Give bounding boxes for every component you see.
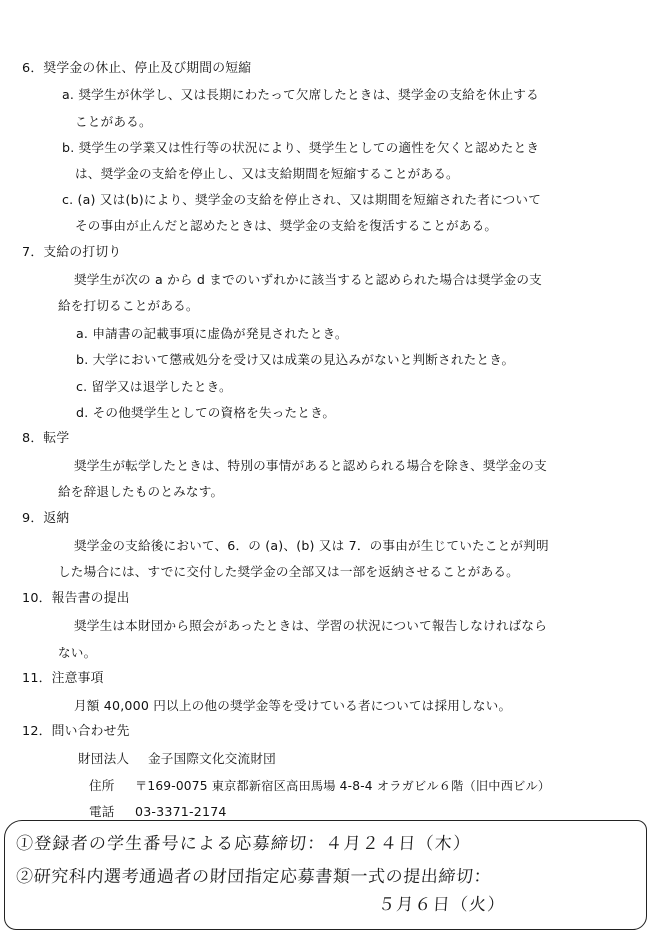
section-7-paragraph-line2: 給を打切ることがある。 [58, 298, 199, 313]
section-12-heading: 12．問い合わせ先 [22, 724, 130, 739]
section-7-paragraph-line1: 奨学生が次の a から d までのいずれかに該当すると認められた場合は奨学金の支 [74, 272, 542, 287]
handwritten-note-line2: ②研究科内選考通過者の財団指定応募書類一式の提出締切： [15, 867, 492, 887]
section-9-heading: 9．返納 [22, 511, 70, 526]
section-8-heading: 8．転学 [22, 431, 70, 446]
address-value: 〒169-0075 東京都新宿区高田馬場 4-8-4 オラガビル６階（旧中西ビル） [135, 779, 551, 793]
section-7-item-b: b. 大学において懲戒処分を受け又は成業の見込みがないと判断されたとき。 [76, 352, 515, 367]
section-10-paragraph-line1: 奨学生は本財団から照会があったときは、学習の状況について報告しなければなら [74, 618, 547, 633]
section-11-paragraph-line1: 月額 40,000 円以上の他の奨学金等を受けている者については採用しない。 [74, 698, 512, 713]
section-8-paragraph-line1: 奨学生が転学したときは、特別の事情があると認められる場合を除き、奨学金の支 [74, 458, 547, 473]
section-8-paragraph-line2: 給を辞退したものとみなす。 [58, 484, 224, 499]
organization-name: 金子国際文化交流財団 [148, 751, 276, 766]
section-7-item-c: c. 留学又は退学したとき。 [76, 379, 232, 394]
section-7-heading: 7．支給の打切り [22, 245, 122, 260]
organization-type: 財団法人 [78, 751, 130, 766]
address-label: 住所 [89, 778, 115, 793]
section-6-heading: 6．奨学金の休止、停止及び期間の短縮 [22, 61, 252, 76]
phone-value: 03-3371-2174 [135, 804, 227, 819]
section-6-item-b-line1: b. 奨学生の学業又は性行等の状況により、奨学生としての適性を欠くと認めたとき [62, 140, 540, 155]
handwritten-note-line1: ①登録者の学生番号による応募締切：４月２４日（木） [15, 834, 472, 854]
section-6-item-b-line2: は、奨学金の支給を停止し、又は支給期間を短縮することがある。 [75, 166, 459, 181]
section-6-item-c-line1: c. (a) 又は(b)により、奨学金の支給を停止され、又は期間を短縮された者について [62, 192, 541, 207]
phone-label: 電話 [89, 804, 115, 819]
section-7-item-d: d. その他奨学生としての資格を失ったとき。 [76, 405, 336, 420]
section-6-item-a-line2: ことがある。 [75, 114, 152, 129]
section-6-item-c-line2: その事由が止んだと認めたときは、奨学金の支給を復活することがある。 [75, 218, 498, 233]
section-9-paragraph-line2: した場合には、すでに交付した奨学金の全部又は一部を返納させることがある。 [58, 564, 519, 579]
section-11-heading: 11．注意事項 [22, 671, 104, 686]
section-10-heading: 10．報告書の提出 [22, 591, 130, 606]
section-10-paragraph-line2: ない。 [58, 645, 97, 660]
section-9-paragraph-line1: 奨学金の支給後において、6．の (a)、(b) 又は 7．の事由が生じていたことが判明 [74, 538, 549, 553]
section-6-item-a-line1: a. 奨学生が休学し、又は長期にわたって欠席したときは、奨学金の支給を休止する [62, 87, 539, 102]
section-7-item-a: a. 申請書の記載事項に虚偽が発見されたとき。 [76, 326, 348, 341]
handwritten-note-line3: ５月６日（火） [377, 895, 507, 915]
